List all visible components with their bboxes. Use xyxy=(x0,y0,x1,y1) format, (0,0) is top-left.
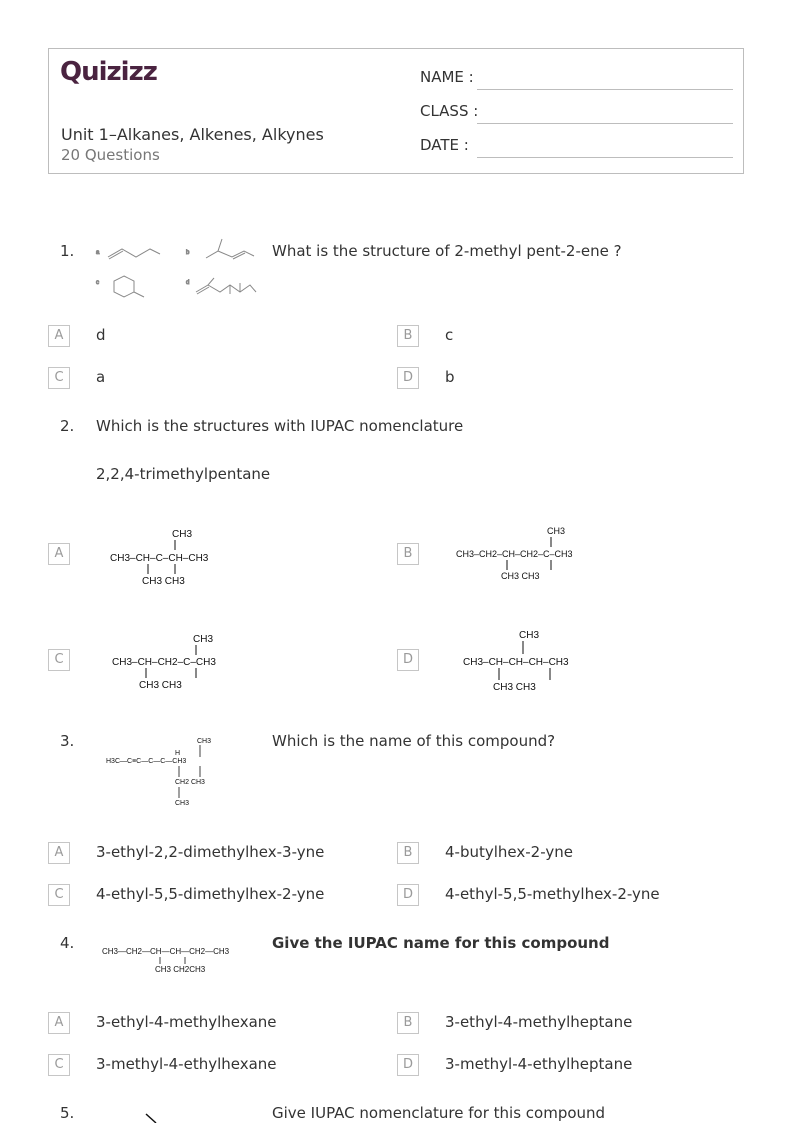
q2c-bottom: CH3 CH3 xyxy=(139,680,182,691)
date-input-line[interactable] xyxy=(477,157,733,158)
question-3-number: 3. xyxy=(60,732,75,750)
q2-option-d-box[interactable]: D xyxy=(397,649,419,671)
q3-option-d-text: 4-ethyl-5,5-methylhex-2-yne xyxy=(445,885,660,903)
q3-mid: CH2 CH3 xyxy=(175,779,205,786)
q1-option-b-text: c xyxy=(445,326,454,344)
class-input-line[interactable] xyxy=(477,123,733,124)
q4-option-a-text: 3-ethyl-4-methylhexane xyxy=(96,1013,277,1031)
question-1-number: 1. xyxy=(60,242,75,260)
q2-option-b-formula xyxy=(455,522,595,586)
q2c-main: CH3–CH–CH2–C–CH3 xyxy=(112,657,216,668)
q1-option-a-text: d xyxy=(96,326,106,344)
question-1-structures-figure xyxy=(94,236,264,302)
question-2-subtext: 2,2,4-trimethylpentane xyxy=(96,465,271,483)
q3-h: H xyxy=(175,750,181,757)
q1-option-b-box[interactable]: B xyxy=(397,325,419,347)
q3-main: H3C—C≡C—C—C—CH3 xyxy=(106,758,187,765)
q3-option-c-text: 4-ethyl-5,5-dimethylhex-2-yne xyxy=(96,885,325,903)
q2a-top: CH3 xyxy=(172,529,193,540)
q2a-bottom: CH3 CH3 xyxy=(142,576,185,587)
q4-option-b-box[interactable]: B xyxy=(397,1012,419,1034)
q4-bottom: CH3 CH2CH3 xyxy=(155,965,206,974)
fig-label-d: d xyxy=(186,280,190,286)
q4-main: CH3—CH2—CH—CH—CH2—CH3 xyxy=(102,947,230,956)
q3-option-b-box[interactable]: B xyxy=(397,842,419,864)
q4-option-a-box[interactable]: A xyxy=(48,1012,70,1034)
question-count: 20 Questions xyxy=(61,146,160,164)
quizizz-logo: Quizizz xyxy=(60,57,157,87)
q2b-top: CH3 xyxy=(547,526,566,536)
q1-option-c-text: a xyxy=(96,368,106,386)
q4-option-c-text: 3-methyl-4-ethylhexane xyxy=(96,1055,277,1073)
question-2-number: 2. xyxy=(60,417,75,435)
question-5-number: 5. xyxy=(60,1104,75,1122)
q1-option-d-box[interactable]: D xyxy=(397,367,419,389)
q3-bottom: CH3 xyxy=(175,800,190,807)
q2b-bottom: CH3 CH3 xyxy=(501,571,540,581)
q2c-top: CH3 xyxy=(193,634,214,645)
question-4-structure-figure xyxy=(100,940,260,976)
fig-label-c: c xyxy=(96,280,99,286)
question-5-text: Give IUPAC nomenclature for this compound xyxy=(272,1104,606,1122)
q2d-top: CH3 xyxy=(519,630,540,641)
q3-option-d-box[interactable]: D xyxy=(397,884,419,906)
name-label: NAME : xyxy=(420,68,474,86)
q4-option-d-box[interactable]: D xyxy=(397,1054,419,1076)
question-2-text: Which is the structures with IUPAC nomenclature xyxy=(96,417,464,435)
name-input-line[interactable] xyxy=(477,89,733,90)
q1-option-d-text: b xyxy=(445,368,455,386)
q3-option-b-text: 4-butylhex-2-yne xyxy=(445,843,573,861)
fig-label-b: b xyxy=(186,250,190,256)
q4-option-b-text: 3-ethyl-4-methylheptane xyxy=(445,1013,633,1031)
fig-label-a: a xyxy=(96,250,100,256)
question-3-structure-figure xyxy=(104,734,244,810)
q2-option-d-formula xyxy=(462,626,602,696)
q2-option-a-box[interactable]: A xyxy=(48,543,70,565)
q2-option-b-box[interactable]: B xyxy=(397,543,419,565)
q3-top: CH3 xyxy=(197,738,212,745)
q2b-main: CH3–CH2–CH–CH2–C–CH3 xyxy=(456,549,573,559)
q1-option-a-box[interactable]: A xyxy=(48,325,70,347)
q2-option-c-formula xyxy=(110,630,250,694)
q2a-main: CH3–CH–C–CH–CH3 xyxy=(110,553,209,564)
q3-option-c-box[interactable]: C xyxy=(48,884,70,906)
q3-option-a-text: 3-ethyl-2,2-dimethylhex-3-yne xyxy=(96,843,325,861)
q2d-bottom: CH3 CH3 xyxy=(493,682,536,693)
worksheet-title: Unit 1–Alkanes, Alkenes, Alkynes xyxy=(61,125,324,144)
q4-option-c-box[interactable]: C xyxy=(48,1054,70,1076)
question-4-text: Give the IUPAC name for this compound xyxy=(272,934,610,952)
q2-option-a-formula xyxy=(108,526,248,590)
question-4-number: 4. xyxy=(60,934,75,952)
q4-option-d-text: 3-methyl-4-ethylheptane xyxy=(445,1055,633,1073)
class-label: CLASS : xyxy=(420,102,479,120)
question-1-text: What is the structure of 2-methyl pent-2-ene ? xyxy=(272,242,622,260)
question-3-text: Which is the name of this compound? xyxy=(272,732,556,750)
q1-option-c-box[interactable]: C xyxy=(48,367,70,389)
q2d-main: CH3–CH–CH–CH–CH3 xyxy=(463,657,569,668)
q3-option-a-box[interactable]: A xyxy=(48,842,70,864)
date-label: DATE : xyxy=(420,136,469,154)
q2-option-c-box[interactable]: C xyxy=(48,649,70,671)
question-5-structure-figure xyxy=(144,1112,164,1123)
